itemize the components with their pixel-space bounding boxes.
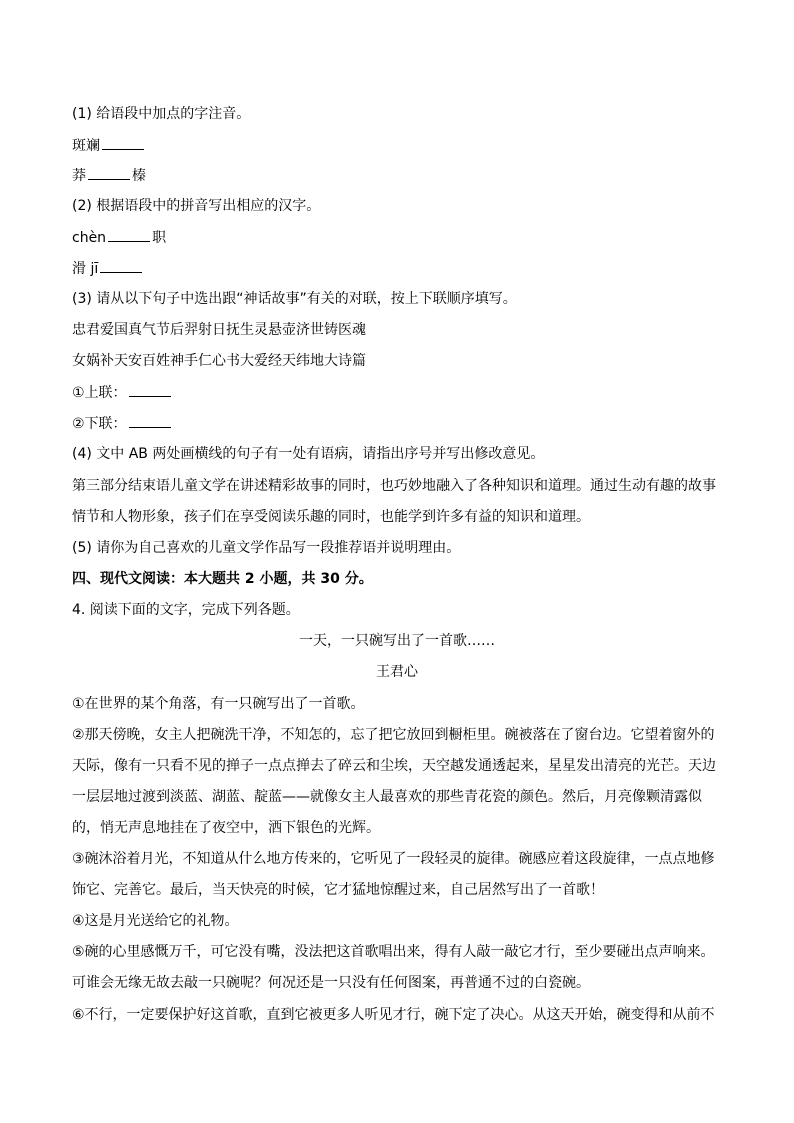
q1-item-2-before: 莽 bbox=[72, 168, 86, 184]
article-paragraph-3-line-1: ③碗沐浴着月光，不知道从什么地方传来的，它听见了一段轻灵的旋律。碗感应着这段旋律，一点点地修 bbox=[72, 851, 715, 867]
article-paragraph-5-line-1: ⑤碗的心里感慨万千，可它没有嘴，没法把这首歌唱出来，得有人敲一敲它才行，至少要碰出点声响来。 bbox=[72, 944, 715, 960]
article-paragraph-5-line-2: 可谁会无缘无故去敲一只碗呢？何况还是一只没有任何图案，再普通不过的白瓷碗。 bbox=[72, 975, 590, 991]
exam-page bbox=[72, 0, 722, 1123]
q3-lower bbox=[72, 413, 722, 434]
answer-blank[interactable] bbox=[100, 258, 142, 273]
article-title: 一天，一只碗写出了一首歌…… bbox=[299, 633, 495, 649]
q3-upper bbox=[72, 382, 722, 403]
article-paragraph-6-line-1: ⑥不行，一定要保护好这首歌，直到它被更多人听见才行，碗下定了决心。从这天开始，碗变得和从前不 bbox=[72, 1007, 715, 1023]
article-paragraph-1: ①在世界的某个角落，有一只碗写出了一首歌。 bbox=[72, 696, 365, 712]
article-author: 王君心 bbox=[376, 664, 418, 680]
q3-couplet-line-2: 女娲补天安百姓神手仁心书大爱经天纬地大诗篇 bbox=[72, 353, 366, 369]
q1-prompt: (1) 给语段中加点的字注音。 bbox=[72, 106, 251, 122]
q4-prompt: (4) 文中 AB 两处画横线的句子有一处有语病，请指出序号并写出修改意见。 bbox=[72, 446, 545, 462]
q1-item-1 bbox=[72, 135, 722, 156]
answer-blank[interactable] bbox=[108, 227, 150, 242]
article-paragraph-2-line-4: 的，悄无声息地挂在了夜空中，洒下银色的光辉。 bbox=[72, 820, 380, 836]
q4-paragraph-line-2: 情节和人物形象，孩子们在享受阅读乐趣的同时，也能学到许多有益的知识和道理。 bbox=[72, 509, 590, 525]
article-paragraph-3-line-2: 饰它、完善它。最后，当天快亮的时候，它才猛地惊醒过来，自己居然写出了一首歌！ bbox=[72, 882, 604, 898]
q5-prompt: (5) 请你为自己喜欢的儿童文学作品写一段推荐语并说明理由。 bbox=[72, 540, 461, 556]
q2-item-1-before: chèn bbox=[72, 230, 107, 246]
q3-upper-label: ①上联： bbox=[72, 385, 127, 401]
answer-blank[interactable] bbox=[129, 382, 171, 397]
article-paragraph-2-line-3: 一层层地过渡到淡蓝、湖蓝、靛蓝——就像女主人最喜欢的那些青花瓷的颜色。然后，月亮像颗清露似 bbox=[72, 789, 702, 805]
q2-item-1-after: 职 bbox=[152, 230, 167, 246]
answer-blank[interactable] bbox=[102, 135, 144, 150]
article-paragraph-2-line-2: 天际，像有一只看不见的掸子一点点掸去了碎云和尘埃，天空越发通透起来，星星发出清亮的光芒。天边 bbox=[72, 758, 716, 774]
q2-item-2-before: 滑 jī bbox=[72, 261, 99, 277]
q1-item-2 bbox=[72, 165, 722, 186]
section-heading: 四、现代文阅读：本大题共 2 小题，共 30 分。 bbox=[72, 571, 373, 587]
q1-item-2-after: 榛 bbox=[132, 168, 146, 184]
answer-blank[interactable] bbox=[88, 165, 130, 180]
q3-couplet-line-1: 忠君爱国真气节后羿射日抚生灵悬壶济世铸医魂 bbox=[72, 322, 366, 338]
q2-item-1 bbox=[72, 227, 722, 248]
q2-item-2 bbox=[72, 258, 722, 279]
q4-paragraph-line-1: 第三部分结束语儿童文学在讲述精彩故事的同时，也巧妙地融入了各种知识和道理。通过生动有趣的故事 bbox=[72, 478, 716, 494]
q1-item-1-text: 斑斓 bbox=[72, 138, 100, 154]
answer-blank[interactable] bbox=[129, 413, 171, 428]
reading-prompt: 4. 阅读下面的文字，完成下列各题。 bbox=[72, 602, 300, 618]
article-paragraph-2-line-1: ②那天傍晚，女主人把碗洗干净，不知怎的，忘了把它放回到橱柜里。碗被落在了窗台边。它望着窗外的 bbox=[72, 727, 715, 743]
q3-lower-label: ②下联： bbox=[72, 416, 127, 432]
article-paragraph-4: ④这是月光送给它的礼物。 bbox=[72, 913, 239, 929]
q2-prompt: (2) 根据语段中的拼音写出相应的汉字。 bbox=[72, 198, 321, 214]
q3-prompt: (3) 请从以下句子中选出跟“神话故事”有关的对联，按上下联顺序填写。 bbox=[72, 291, 517, 307]
